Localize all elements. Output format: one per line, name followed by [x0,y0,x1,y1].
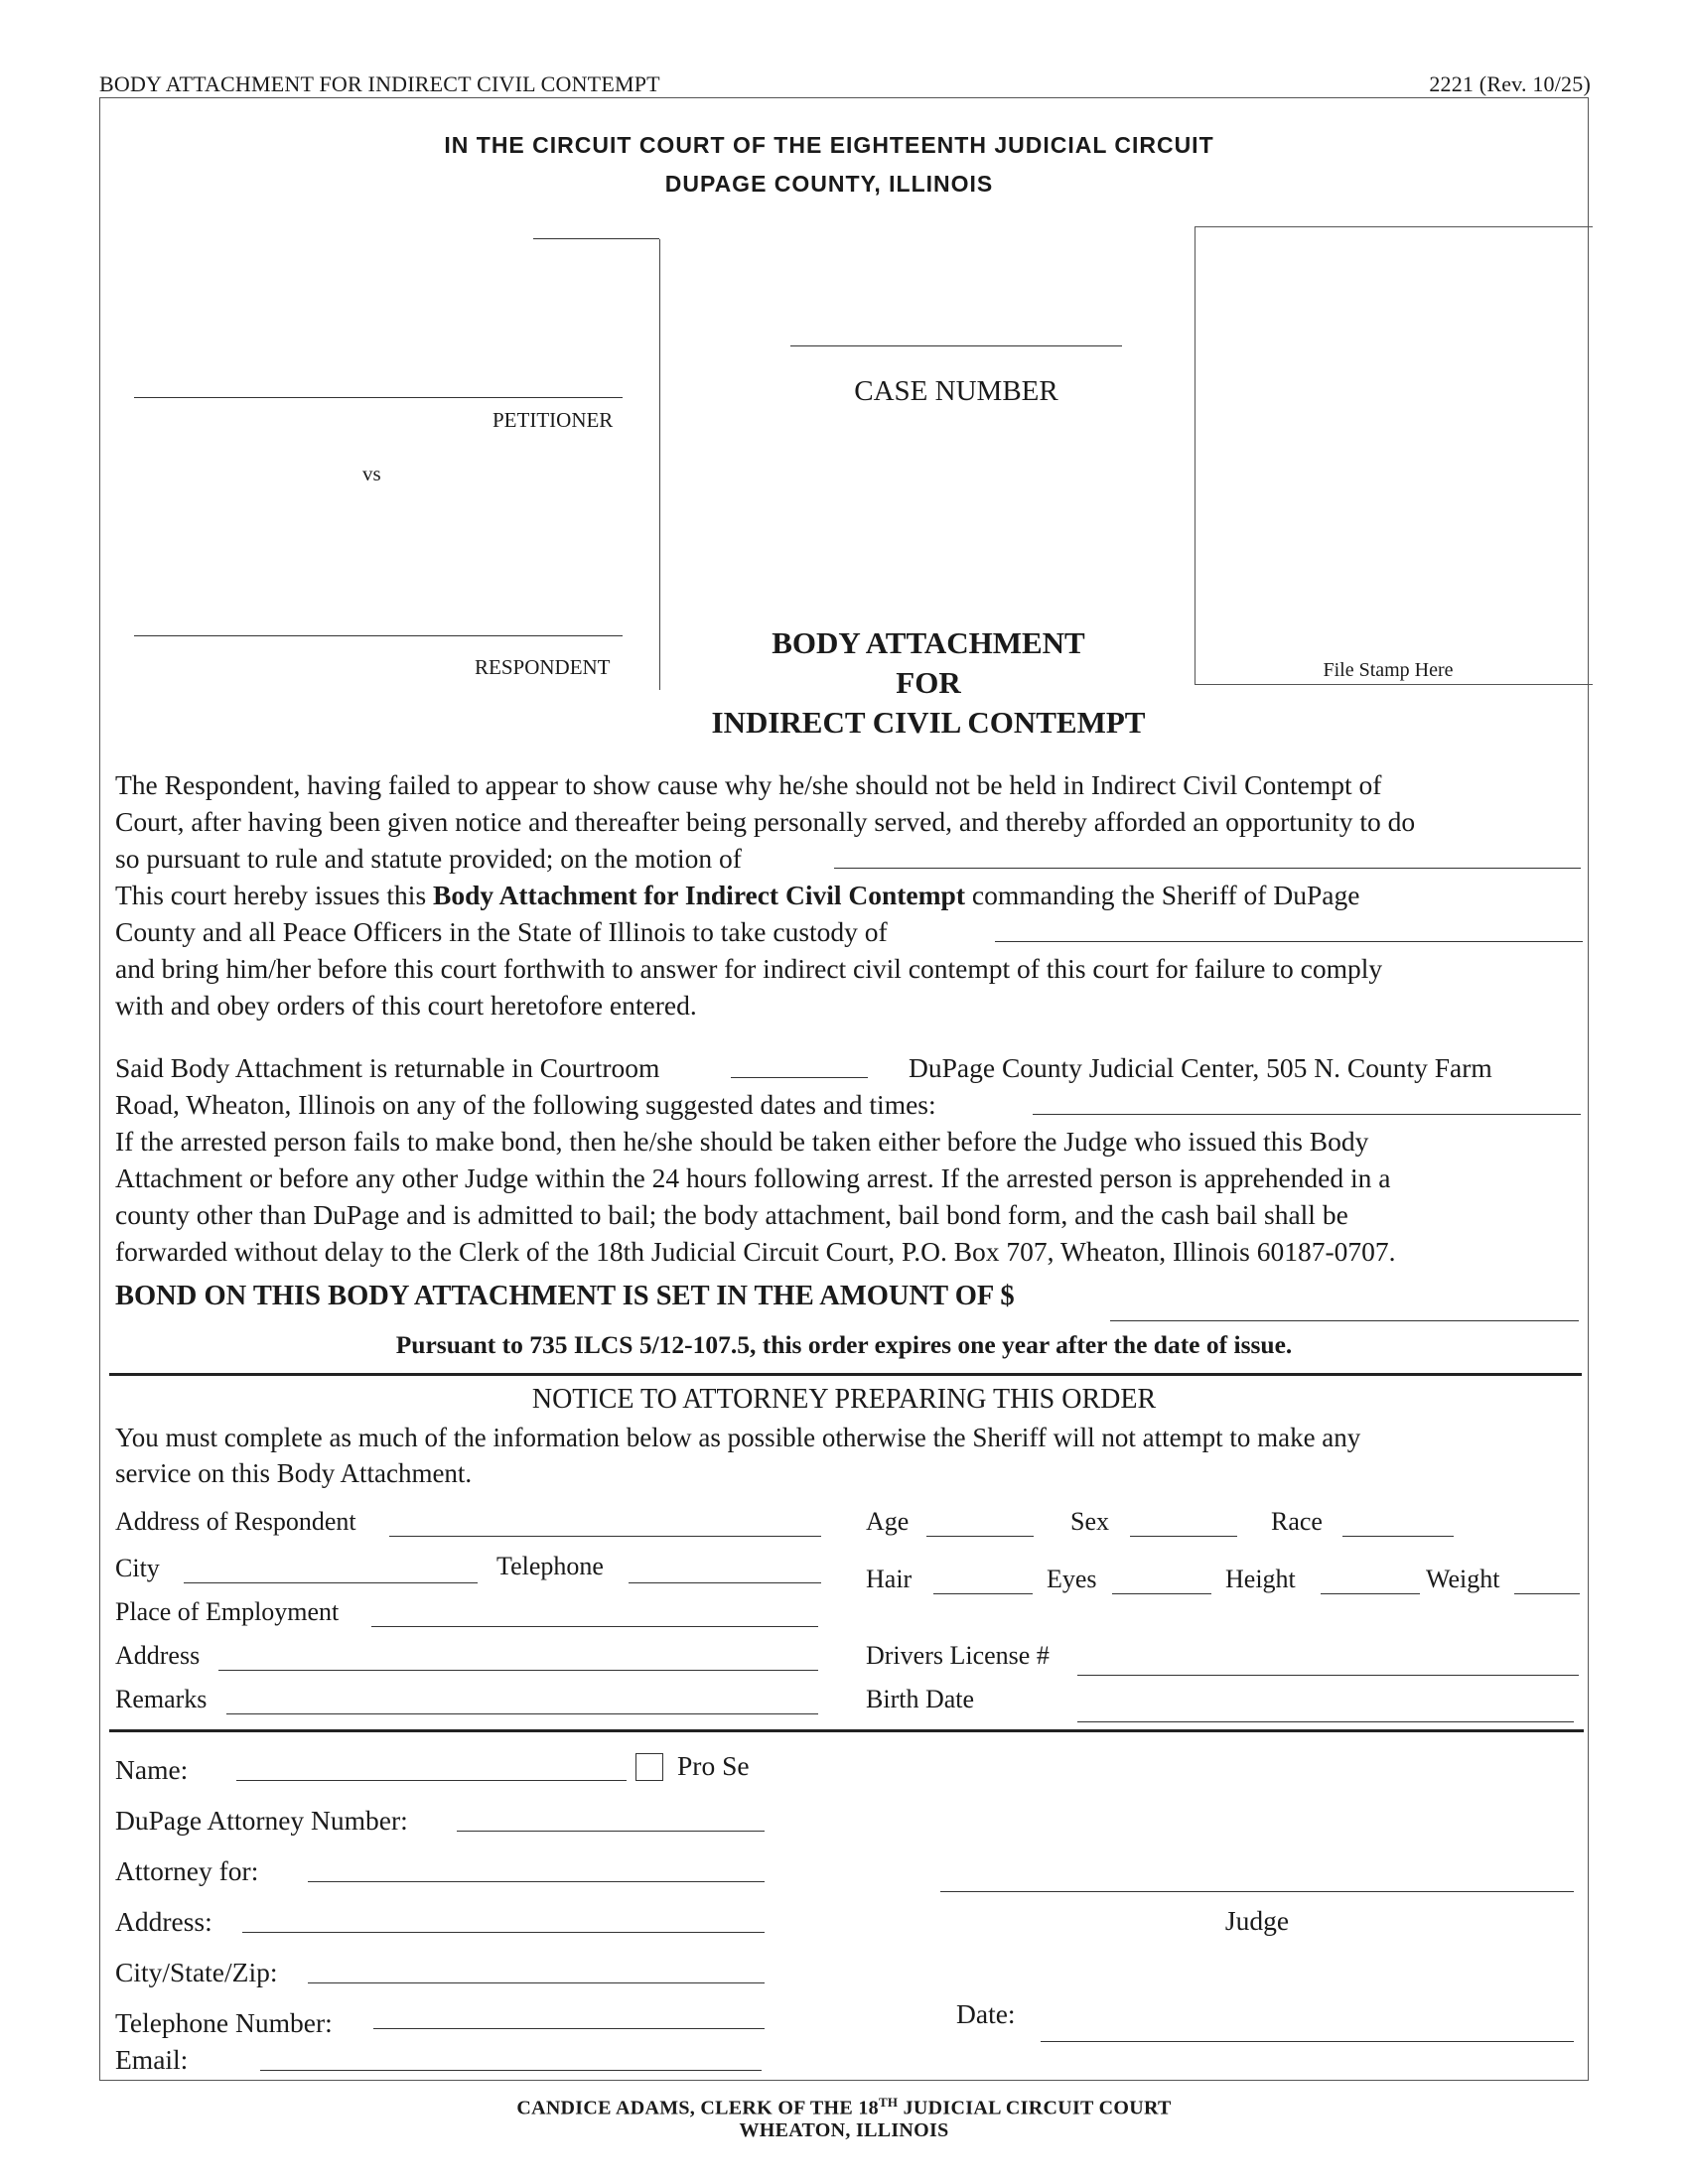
caption-top-line [533,238,659,239]
attorney-for-label: Attorney for: [115,1855,259,1886]
birth-date-label: Birth Date [866,1685,975,1713]
expiry-notice: Pursuant to 735 ILCS 5/12-107.5, this order expires one year after the date of issue. [395,1330,1293,1359]
hair-label: Hair [866,1565,913,1593]
para2-line4: with and obey orders of this court heretofore entered. [115,990,697,1021]
petitioner-label: PETITIONER [492,408,614,432]
address-field[interactable] [218,1670,818,1671]
race-label: Race [1271,1507,1323,1536]
city-state-zip-label: City/State/Zip: [115,1957,278,1987]
address-of-respondent-field[interactable] [389,1536,821,1537]
telephone-field[interactable] [629,1582,821,1583]
eyes-field[interactable] [1112,1593,1211,1594]
attorney-for-field[interactable] [308,1881,765,1882]
para4-line2: Attachment or before any other Judge within the 24 hours following arrest. If the arrested person is apprehended in a [115,1162,1391,1193]
attorney-address-label: Address: [115,1906,212,1937]
document-title-line1: BODY ATTACHMENT [772,625,1085,660]
race-field[interactable] [1342,1536,1454,1537]
date-label: Date: [956,1998,1016,2029]
section-divider-1 [109,1373,1582,1376]
email-label: Email: [115,2044,189,2075]
para1-line3: so pursuant to rule and statute provided; on the motion of [115,843,742,874]
age-field[interactable] [926,1536,1034,1537]
para2-line1 [115,877,1359,913]
address-of-respondent-label: Address of Respondent [115,1507,356,1536]
file-stamp-label: File Stamp Here [1323,659,1454,681]
city-field[interactable] [184,1582,478,1583]
judge-signature-line[interactable] [940,1891,1574,1892]
address-label: Address [115,1641,201,1670]
footer-clerk-pre: CANDICE ADAMS, CLERK OF THE 18 [516,2097,879,2119]
name-label: Name: [115,1754,189,1785]
telephone-number-label: Telephone Number: [115,2007,333,2038]
form-title-header: BODY ATTACHMENT FOR INDIRECT CIVIL CONTEMPT [99,71,660,96]
footer-clerk-post: JUDICIAL CIRCUIT COURT [898,2097,1172,2119]
judge-label: Judge [1224,1905,1290,1936]
bond-amount-field[interactable] [1110,1320,1579,1321]
date-field[interactable] [1041,2041,1574,2042]
respondent-line[interactable] [134,635,623,636]
para1-line2: Court, after having been given notice and thereafter being personally served, and thereby afforded an opportunity to do [115,806,1416,837]
bond-label-text: BOND ON THIS BODY ATTACHMENT IS SET IN THE AMOUNT OF $ [115,1281,1015,1311]
para3-line1-post: DuPage County Judicial Center, 505 N. County Farm [909,1052,1492,1083]
para2-line1-bold: Body Attachment for Indirect Civil Contempt [433,880,965,910]
weight-field[interactable] [1514,1593,1580,1594]
court-heading-line2: DUPAGE COUNTY, ILLINOIS [664,171,994,197]
pro-se-label: Pro Se [677,1750,750,1781]
age-label: Age [866,1507,910,1536]
dupage-attorney-number-label: DuPage Attorney Number: [115,1805,408,1836]
para2-line3: and bring him/her before this court forthwith to answer for indirect civil contempt of this court for failure to comply [115,953,1383,984]
section-divider-2 [109,1729,1584,1732]
drivers-license-label: Drivers License # [866,1641,1050,1670]
telephone-label: Telephone [496,1552,604,1580]
form-number: 2221 (Rev. 10/25) [1429,71,1591,96]
pro-se-checkbox[interactable] [635,1753,663,1781]
attorney-address-field[interactable] [242,1932,765,1933]
para4-line3: county other than DuPage and is admitted to bail; the body attachment, bail bond form, and the cash bail shall be [115,1199,1348,1230]
birth-date-field[interactable] [1077,1721,1574,1722]
para3-line1-pre: Said Body Attachment is returnable in Courtroom [115,1052,660,1083]
name-field[interactable] [236,1780,627,1781]
place-of-employment-label: Place of Employment [115,1597,340,1626]
footer-clerk-sup: TH [878,2095,899,2110]
place-of-employment-field[interactable] [371,1626,818,1627]
drivers-license-field[interactable] [1077,1675,1579,1676]
eyes-label: Eyes [1047,1565,1097,1593]
telephone-number-field[interactable] [373,2028,765,2029]
motion-of-field[interactable] [834,868,1581,869]
para1-line1: The Respondent, having failed to appear to show cause why he/she should not be held in Indirect Civil Contempt of [115,769,1382,800]
suggested-dates-field[interactable] [1033,1114,1581,1115]
para2-line1-pre: This court hereby issues this [115,880,434,910]
notice-heading: NOTICE TO ATTORNEY PREPARING THIS ORDER [531,1384,1157,1415]
height-label: Height [1225,1565,1296,1593]
bond-label [115,1281,1015,1312]
email-field[interactable] [260,2070,762,2071]
sex-label: Sex [1070,1507,1109,1536]
weight-label: Weight [1426,1565,1500,1593]
remarks-field[interactable] [226,1713,818,1714]
remarks-label: Remarks [115,1685,208,1713]
document-title-line2: FOR [896,665,961,700]
city-label: City [115,1554,160,1582]
court-heading-line1: IN THE CIRCUIT COURT OF THE EIGHTEENTH JUDICIAL CIRCUIT [444,132,1214,158]
caption-right-border [659,239,660,690]
para2-line2: County and all Peace Officers in the State of Illinois to take custody of [115,916,888,947]
sex-field[interactable] [1130,1536,1237,1537]
hair-field[interactable] [933,1593,1033,1594]
footer-location: WHEATON, ILLINOIS [739,2119,949,2141]
notice-text-line2: service on this Body Attachment. [115,1458,473,1488]
vs-label: vs [362,462,381,485]
footer-clerk [0,2095,1688,2120]
respondent-label: RESPONDENT [475,655,611,679]
custody-of-field[interactable] [995,941,1583,942]
courtroom-field[interactable] [731,1077,868,1078]
case-number-label: CASE NUMBER [854,375,1058,407]
para2-line1-post: commanding the Sheriff of DuPage [965,880,1360,910]
case-number-line[interactable] [790,345,1122,346]
height-field[interactable] [1321,1593,1420,1594]
file-stamp-box [1195,226,1593,685]
notice-text-line1: You must complete as much of the information below as possible otherwise the Sheriff will not attempt to make any [115,1423,1361,1452]
dupage-attorney-number-field[interactable] [457,1831,765,1832]
para4-line4: forwarded without delay to the Clerk of the 18th Judicial Circuit Court, P.O. Box 707, Wheaton, Illinois 60187-0707. [115,1236,1396,1267]
petitioner-line[interactable] [134,397,623,398]
document-title-line3: INDIRECT CIVIL CONTEMPT [711,705,1146,740]
city-state-zip-field[interactable] [308,1982,765,1983]
para4-line1: If the arrested person fails to make bond, then he/she should be taken either before the Judge who issued this Body [115,1126,1369,1157]
para3-line2: Road, Wheaton, Illinois on any of the following suggested dates and times: [115,1089,936,1120]
